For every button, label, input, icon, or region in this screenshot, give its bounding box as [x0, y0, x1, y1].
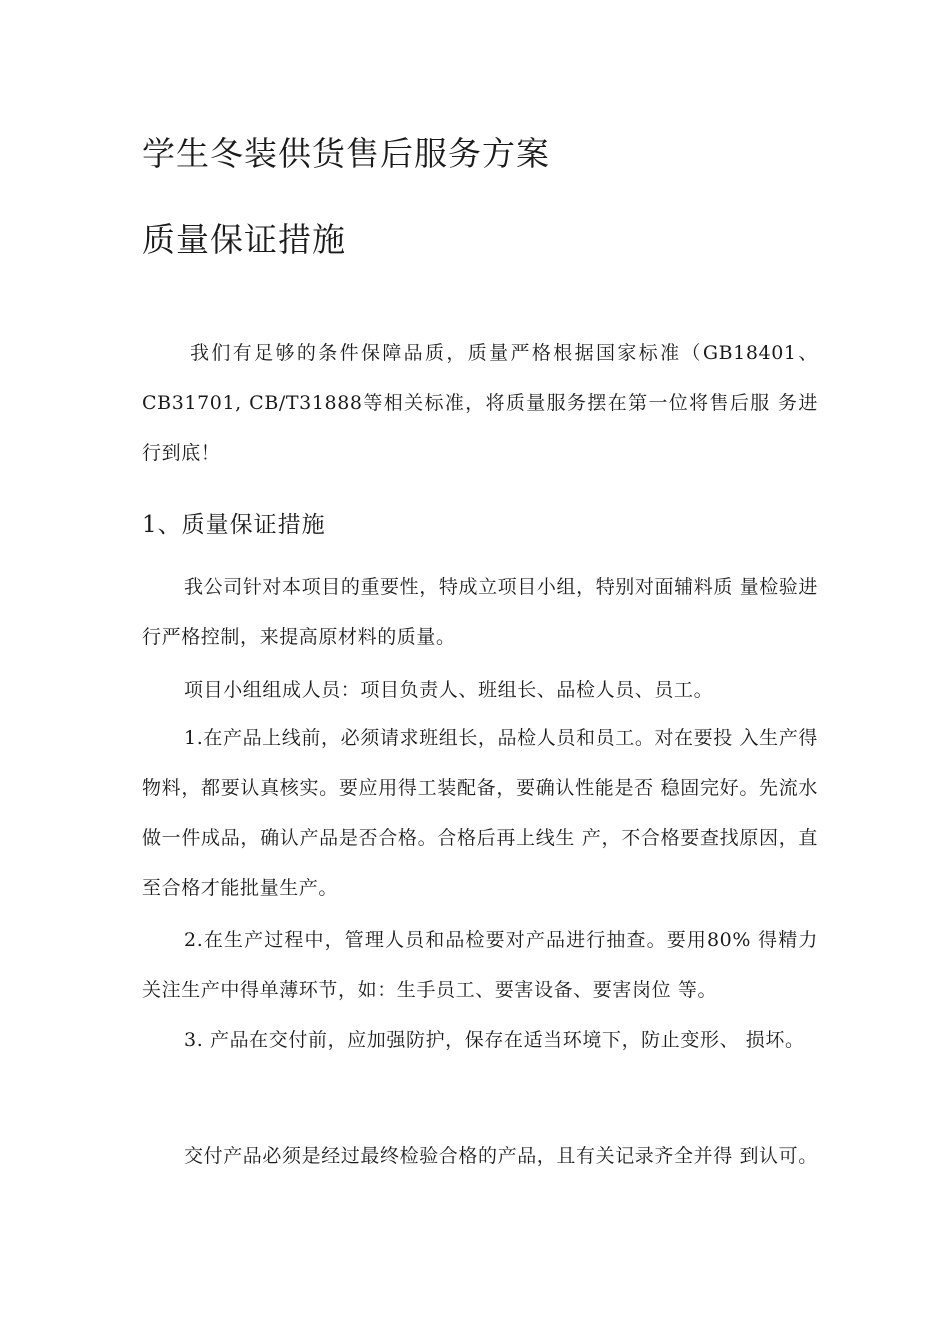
- section-paragraph-2: 项目小组组成人员：项目负责人、班组长、品检人员、员工。: [184, 679, 714, 701]
- section-heading: 1、质量保证措施: [142, 512, 326, 538]
- intro-paragraph: 我们有足够的条件保障品质，质量严格根据国家标准（GB18401、CB31701, CB/T31888等相关标准，将质量服务摆在第一位将售后服 务进行到底！: [142, 342, 818, 464]
- list-item-1: 1.在产品上线前，必须请求班组长，品检人员和员工。对在要投 入生产得物料，都要认真核实。要应用得工装配备，要确认性能是否 稳固完好。先流水做一件成品，确认产品是否合格。合格后再上线生 产，不合格要查找原因，直至合格才能批量生产。: [142, 727, 818, 899]
- list-item-2: 2.在生产过程中，管理人员和品检要对产品进行抽查。要用80% 得精力关注生产中得单薄环节，如：生手员工、要害设备、要害岗位 等。: [142, 929, 818, 1001]
- section-paragraph-3: 交付产品必须是经过最终检验合格的产品，且有关记录齐全并得 到认可。: [184, 1145, 818, 1167]
- document-subtitle: 质量保证措施: [142, 220, 346, 259]
- section-paragraph-1: 我公司针对本项目的重要性，特成立项目小组，特别对面辅料质 量检验进行严格控制，来提高原材料的质量。: [142, 576, 818, 648]
- list-item-3: 3. 产品在交付前，应加强防护，保存在适当环境下，防止变形、 损坏。: [184, 1029, 805, 1051]
- document-title: 学生冬装供货售后服务方案: [142, 134, 550, 173]
